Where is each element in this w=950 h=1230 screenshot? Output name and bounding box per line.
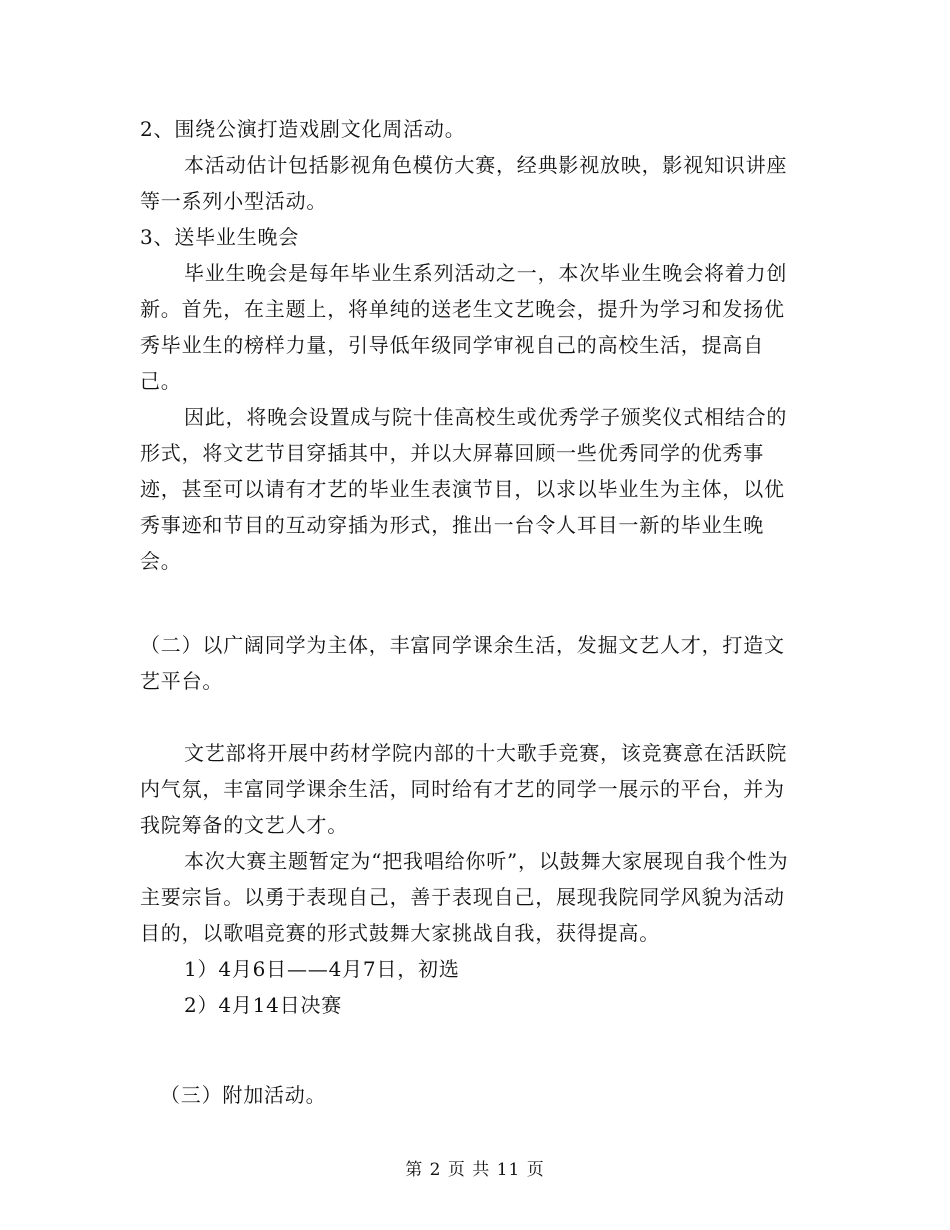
paragraph-drama-week: 本活动估计包括影视角色模仿大赛，经典影视放映，影视知识讲座等一系列小型活动。 <box>140 153 788 213</box>
paragraph-graduation-gala: 毕业生晚会是每年毕业生系列活动之一，本次毕业生晚会将着力创新。首先，在主题上，将单纯的送老生文艺晚会，提升为学习和发扬优秀毕业生的榜样力量，引导低年级同学审视自己的高校生活，提高自己。 <box>140 261 788 393</box>
page-footer: 第 2 页 共 11 页 <box>405 1160 545 1180</box>
item-heading-3: 3、送毕业生晚会 <box>140 225 300 249</box>
schedule-item-2: 2）4月14日决赛 <box>184 993 343 1017</box>
section-heading-3: （三）附加活动。 <box>160 1083 327 1107</box>
paragraph-gala-format: 因此，将晚会设置成与院十佳高校生或优秀学子颁奖仪式相结合的形式，将文艺节目穿插其中，并以大屏幕回顾一些优秀同学的优秀事迹，甚至可以请有才艺的毕业生表演节目，以求以毕业生为主体，以优秀事迹和节目的互动穿插为形式，推出一台令人耳目一新的毕业生晚会。 <box>140 405 788 573</box>
paragraph-singer-contest: 文艺部将开展中药材学院内部的十大歌手竞赛，该竞赛意在活跃院内气氛，丰富同学课余生活，同时给有才艺的同学一展示的平台，并为我院筹备的文艺人才。 <box>140 741 788 837</box>
section-heading-2: （二）以广阔同学为主体，丰富同学课余生活，发掘文艺人才，打造文艺平台。 <box>140 633 785 693</box>
item-heading-2: 2、围绕公演打造戏剧文化周活动。 <box>140 117 466 141</box>
schedule-item-1: 1）4月6日——4月7日，初选 <box>184 957 460 981</box>
paragraph-contest-theme: 本次大赛主题暂定为“把我唱给你听”，以鼓舞大家展现自我个性为主要宗旨。以勇于表现自己，善于表现自己，展现我院同学风貌为活动目的，以歌唱竞赛的形式鼓舞大家挑战自我，获得提高。 <box>140 849 789 945</box>
